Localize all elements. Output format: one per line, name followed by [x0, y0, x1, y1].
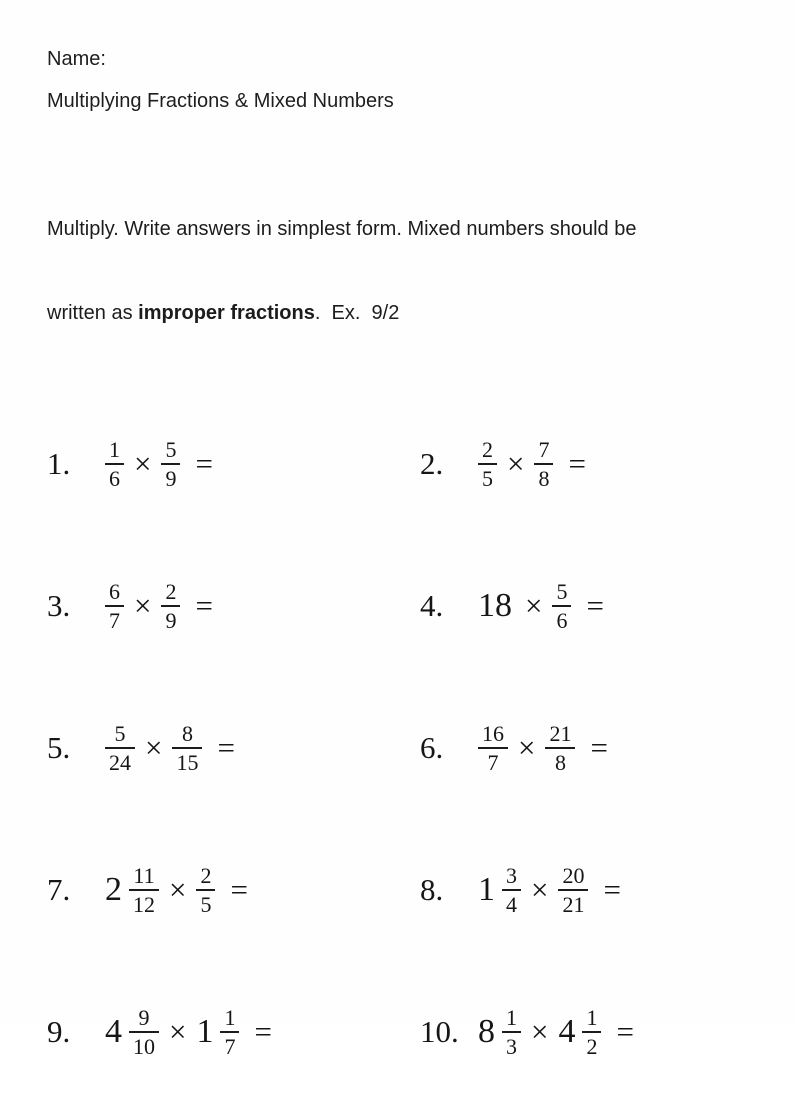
denominator: 2 [586, 1034, 598, 1059]
equals-sign: = [230, 872, 248, 907]
instructions [47, 159, 754, 383]
fraction-bar [582, 1031, 601, 1033]
whole-number: 8 [478, 1013, 495, 1050]
numerator: 5 [556, 578, 568, 604]
problem-7 [47, 819, 420, 961]
name-label: Name: [47, 48, 106, 70]
multiplication-sign: × [531, 872, 549, 907]
fraction [129, 864, 159, 916]
fraction [161, 438, 180, 490]
problem-number: 5. [47, 730, 71, 765]
denominator: 6 [556, 608, 568, 633]
denominator: 5 [482, 466, 493, 491]
fraction [478, 722, 508, 774]
numerator: 21 [549, 720, 572, 746]
fraction [545, 722, 575, 774]
problem-5 [47, 677, 420, 819]
problem-number: 3. [47, 588, 71, 623]
numerator: 8 [181, 720, 193, 746]
denominator: 8 [538, 466, 550, 491]
numerator: 1 [109, 436, 120, 462]
equals-sign: = [195, 588, 213, 623]
whole-number: 1 [196, 1013, 214, 1050]
fraction [478, 438, 497, 490]
multiplication-sign: × [518, 730, 536, 765]
fraction [502, 1006, 521, 1058]
equals-sign: = [603, 872, 621, 907]
numerator: 2 [165, 578, 177, 604]
instructions-line2-suffix: . Ex. 9/2 [314, 302, 400, 324]
fraction [502, 864, 521, 916]
multiplication-sign: × [507, 446, 525, 481]
numerator: 3 [506, 862, 517, 888]
denominator: 7 [109, 608, 120, 633]
fraction-bar [552, 605, 571, 607]
numerator: 16 [482, 720, 504, 746]
worksheet-header [0, 0, 794, 383]
numerator: 1 [586, 1004, 598, 1030]
denominator: 12 [133, 892, 155, 917]
problem-number: 7. [47, 872, 71, 907]
instructions-line2-prefix: written as [47, 302, 139, 324]
numerator: 7 [538, 436, 550, 462]
fraction-bar [161, 463, 180, 465]
multiplication-sign: × [134, 588, 152, 623]
fraction-bar [161, 605, 180, 607]
fraction [534, 438, 553, 490]
worksheet-title: Multiplying Fractions & Mixed Numbers [47, 90, 394, 112]
problem-2 [420, 393, 794, 535]
fraction-bar [478, 747, 508, 749]
denominator: 9 [165, 608, 177, 633]
denominator: 3 [506, 1034, 517, 1059]
numerator: 20 [562, 862, 585, 888]
multiplication-sign: × [134, 446, 152, 481]
equals-sign: = [195, 446, 213, 481]
fraction-bar [478, 463, 497, 465]
problem-6 [420, 677, 794, 819]
numerator: 1 [224, 1004, 236, 1030]
fraction [558, 864, 588, 916]
numerator: 2 [482, 436, 493, 462]
denominator: 6 [109, 466, 120, 491]
fraction-bar [196, 889, 215, 891]
fraction-bar [558, 889, 588, 891]
problem-9 [47, 961, 420, 1103]
numerator: 5 [114, 720, 126, 746]
instructions-line1: Multiply. Write answers in simplest form. Mixed numbers should be [47, 218, 637, 240]
problems-grid [0, 393, 794, 1103]
denominator: 9 [165, 466, 177, 491]
fraction [172, 722, 202, 774]
fraction-bar [105, 605, 124, 607]
denominator: 8 [554, 750, 566, 775]
problem-number: 4. [420, 588, 444, 623]
fraction-bar [534, 463, 553, 465]
multiplication-sign: × [145, 730, 163, 765]
numerator: 6 [109, 578, 120, 604]
multiplication-sign: × [531, 1014, 549, 1049]
whole-number: 4 [558, 1013, 576, 1050]
fraction [220, 1006, 239, 1058]
multiplication-sign: × [525, 588, 543, 623]
fraction-bar [105, 463, 124, 465]
instructions-bold-phrase: improper fractions [138, 302, 315, 324]
whole-number: 4 [105, 1013, 122, 1050]
denominator: 10 [133, 1034, 155, 1059]
denominator: 5 [200, 892, 212, 917]
equals-sign: = [616, 1014, 634, 1049]
equals-sign: = [586, 588, 604, 623]
whole-number: 2 [105, 871, 122, 908]
fraction-bar [502, 1031, 521, 1033]
problem-4 [420, 535, 794, 677]
problem-number: 2. [420, 446, 444, 481]
problem-number: 8. [420, 872, 444, 907]
denominator: 21 [562, 892, 585, 917]
denominator: 24 [109, 750, 131, 775]
problem-3 [47, 535, 420, 677]
fraction [129, 1006, 159, 1058]
fraction-bar [105, 747, 135, 749]
numerator: 2 [200, 862, 212, 888]
numerator: 11 [133, 862, 155, 888]
denominator: 7 [224, 1034, 236, 1059]
equals-sign: = [568, 446, 586, 481]
fraction [552, 580, 571, 632]
problem-number: 6. [420, 730, 444, 765]
numerator: 5 [165, 436, 177, 462]
whole-number: 1 [478, 871, 495, 908]
denominator: 15 [176, 750, 199, 775]
equals-sign: = [254, 1014, 272, 1049]
fraction [582, 1006, 601, 1058]
fraction-bar [172, 747, 202, 749]
problem-8 [420, 819, 794, 961]
problem-10 [420, 961, 794, 1103]
problem-number: 10. [420, 1014, 459, 1049]
problem-number: 9. [47, 1014, 71, 1049]
whole-number: 18 [478, 587, 512, 624]
multiplication-sign: × [169, 1014, 187, 1049]
problem-number: 1. [47, 446, 71, 481]
fraction-bar [129, 889, 159, 891]
fraction-bar [220, 1031, 239, 1033]
numerator: 9 [138, 1004, 150, 1030]
fraction-bar [545, 747, 575, 749]
fraction-bar [129, 1031, 159, 1033]
fraction [105, 722, 135, 774]
denominator: 7 [487, 750, 499, 775]
problem-1 [47, 393, 420, 535]
equals-sign: = [590, 730, 608, 765]
fraction [161, 580, 180, 632]
fraction [105, 438, 124, 490]
fraction [196, 864, 215, 916]
numerator: 1 [506, 1004, 517, 1030]
fraction [105, 580, 124, 632]
fraction-bar [502, 889, 521, 891]
multiplication-sign: × [169, 872, 187, 907]
equals-sign: = [217, 730, 235, 765]
denominator: 4 [506, 892, 517, 917]
instructions-line2 [47, 299, 754, 327]
